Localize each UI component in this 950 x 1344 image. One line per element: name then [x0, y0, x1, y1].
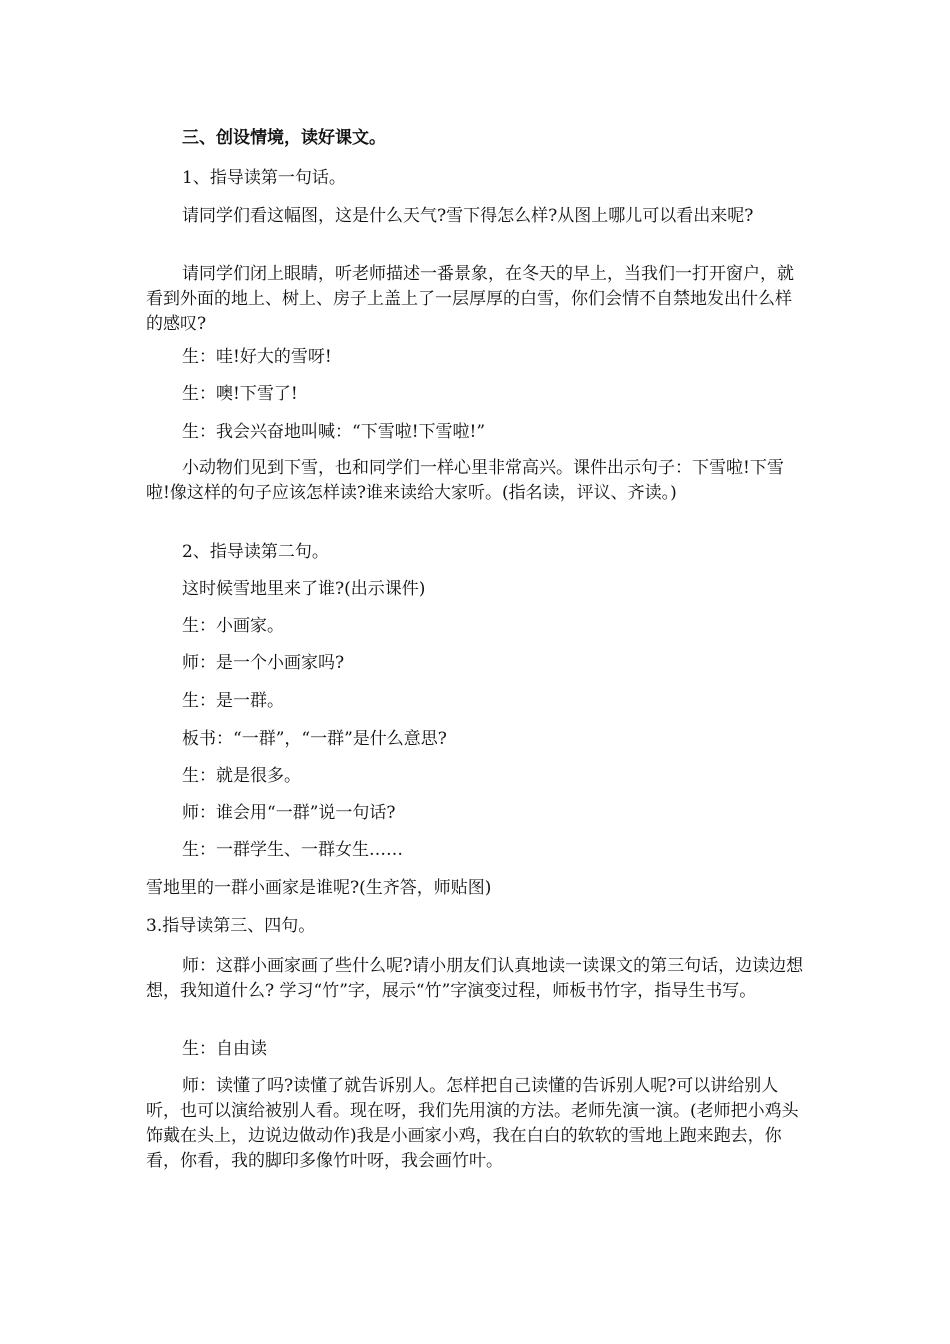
- step-1-heading: 1、指导读第一句话。: [182, 168, 346, 188]
- paragraph-12: 生：就是很多。: [182, 766, 301, 786]
- paragraph-9: 师：是一个小画家吗?: [182, 653, 345, 673]
- paragraph-7: 这时候雪地里来了谁?(出示课件): [182, 579, 426, 599]
- paragraph-6: 小动物们见到下雪，也和同学们一样心里非常高兴。课件出示句子：下雪啦!下雪啦!像这样的句子应该怎样读?谁来读给大家听。(指名读，评议、齐读。): [146, 458, 784, 503]
- paragraph-15: 雪地里的一群小画家是谁呢?(生齐答，师贴图): [146, 878, 492, 898]
- paragraph-14: 生：一群学生、一群女生……: [182, 840, 403, 860]
- step-3-heading: 3.指导读第三、四句。: [146, 916, 316, 936]
- paragraph-17: 生：自由读: [182, 1039, 267, 1059]
- paragraph-18: 师：读懂了吗?读懂了就告诉别人。怎样把自己读懂的告诉别人呢?可以讲给别人听，也可以演给被别人看。现在呀，我们先用演的方法。老师先演一演。(老师把小鸡头饰戴在头上，边说边做动作)我是小画家小鸡，我在白白的软软的雪地上跑来跑去，你看，你看，我的脚印多像竹叶呀，我会画竹叶。: [146, 1076, 799, 1171]
- paragraph-4: 生：噢!下雪了!: [182, 384, 298, 404]
- paragraph-2: 请同学们闭上眼睛，听老师描述一番景象，在冬天的早上，当我们一打开窗户，就看到外面的地上、树上、房子上盖上了一层厚厚的白雪，你们会情不自禁地发出什么样的感叹?: [146, 264, 794, 334]
- paragraph-1: 请同学们看这幅图，这是什么天气?雪下得怎么样?从图上哪儿可以看出来呢?: [182, 206, 754, 226]
- paragraph-8: 生：小画家。: [182, 616, 284, 636]
- paragraph-13: 师：谁会用“一群”说一句话?: [182, 803, 396, 823]
- paragraph-16: 师：这群小画家画了些什么呢?请小朋友们认真地读一读课文的第三句话，边读边想想，我知道什么? 学习“竹”字，展示“竹”字演变过程，师板书竹字，指导生书写。: [146, 956, 804, 1001]
- step-2-heading: 2、指导读第二句。: [182, 542, 329, 562]
- paragraph-11: 板书：“一群”，“一群”是什么意思?: [182, 729, 447, 749]
- paragraph-3: 生：哇!好大的雪呀!: [182, 347, 332, 367]
- section-heading: 三、创设情境，读好课文。: [182, 128, 386, 148]
- paragraph-5: 生：我会兴奋地叫喊：“下雪啦!下雪啦!”: [182, 422, 486, 442]
- paragraph-10: 生：是一群。: [182, 691, 284, 711]
